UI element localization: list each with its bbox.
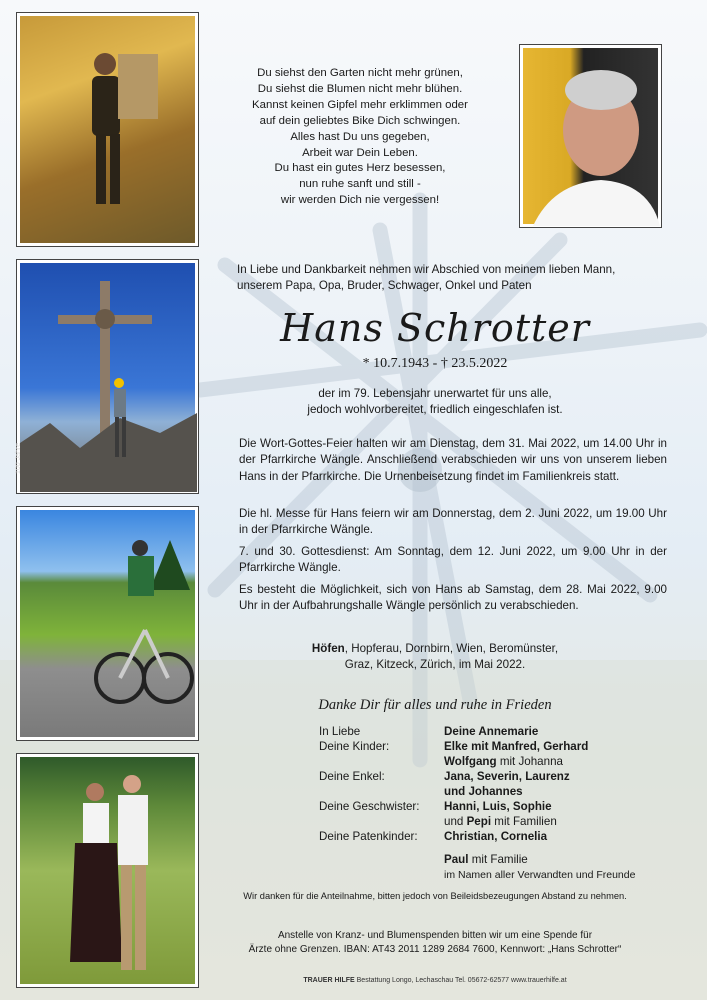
family-relation: In Liebe bbox=[319, 725, 361, 738]
deceased-name: Hans Schrotter bbox=[280, 306, 590, 350]
poem-line: wir werden Dich nie vergessen! bbox=[280, 194, 440, 207]
poem-line: Alles hast Du uns gegeben, bbox=[290, 130, 430, 143]
death-note-line: der im 79. Lebensjahr unerwartet für uns alle, bbox=[318, 387, 552, 400]
paragraph-memorial: 7. und 30. Gottesdienst: Am Sonntag, dem 12. Juni 2022, um 9.00 Uhr in der Pfarrkirche Wängle. bbox=[239, 545, 667, 575]
family-names-rest: mit Familie bbox=[468, 853, 528, 866]
family-row-paul bbox=[319, 852, 679, 884]
thanks-note: Wir danken für die Anteilnahme, bitten jedoch von Beileidsbezeugungen Abstand zu nehmen. bbox=[243, 891, 627, 901]
poem-line: Kannst keinen Gipfel mehr erklimmen oder bbox=[252, 98, 468, 111]
poem-line: auf dein geliebtes Bike Dich schwingen. bbox=[259, 114, 461, 127]
family-relation: Deine Patenkinder: bbox=[319, 830, 418, 843]
donation-line: Anstelle von Kranz- und Blumenspenden bitten wir um eine Spende für bbox=[277, 930, 593, 941]
family-row bbox=[319, 829, 679, 844]
donation-line: Ärzte ohne Grenzen. IBAN: AT43 2011 1289 2684 7600, Kennwort: „Hans Schrotter“ bbox=[248, 944, 622, 955]
poem-line: Du siehst die Blumen nicht mehr blühen. bbox=[257, 82, 463, 95]
photo-couple bbox=[16, 753, 199, 988]
family-names: Christian, Cornelia bbox=[444, 830, 548, 843]
poem-line: nun ruhe sanft und still - bbox=[299, 178, 421, 191]
family-names-rest: mit Johanna bbox=[496, 755, 563, 768]
family-row bbox=[319, 739, 679, 769]
places-list bbox=[200, 641, 670, 673]
intro-line: In Liebe und Dankbarkeit nehmen wir Abschied von meinem lieben Mann, bbox=[237, 263, 616, 276]
family-names-pre: und bbox=[444, 815, 467, 828]
footer bbox=[200, 977, 670, 984]
family-row bbox=[319, 724, 679, 739]
paragraph-viewing: Es besteht die Möglichkeit, sich von Hans ab Samstag, dem 28. Mai 2022, 9.00 Uhr in der Aufbahrungshalle Wängle persönlich zu verabschieden. bbox=[239, 583, 667, 613]
places-line2: Graz, Kitzeck, Zürich, im Mai 2022. bbox=[344, 658, 526, 671]
death-note-line: jedoch wohlvorbereitet, friedlich eingeschlafen ist. bbox=[307, 403, 563, 416]
life-dates: * 10.7.1943 - † 23.5.2022 bbox=[362, 356, 508, 371]
family-names: Pepi bbox=[466, 815, 492, 828]
family-names: Paul bbox=[444, 853, 469, 866]
family-relation: Deine Enkel: bbox=[319, 770, 385, 783]
poem-line: Du hast ein gutes Herz besessen, bbox=[274, 162, 446, 175]
poem bbox=[220, 66, 500, 209]
footer-text: Bestattung Longo, Lechaschau Tel. 05672-62577 www.trauerhilfe.at bbox=[354, 977, 567, 984]
photo-summit-cross bbox=[16, 259, 199, 494]
intro-text bbox=[237, 262, 677, 294]
family-relation: Deine Geschwister: bbox=[319, 800, 420, 813]
death-note bbox=[200, 386, 670, 418]
paragraph-service: Die Wort-Gottes-Feier halten wir am Dienstag, dem 31. Mai 2022, um 14.00 Uhr in der Pfarrkirche Wängle. Anschließend verabschieden wir uns von unserem lieben Hans in der Pfarrkirche. Die Urnenbeisetzung findet im Familienkreis statt. bbox=[239, 437, 667, 483]
poem-line: Arbeit war Dein Leben. bbox=[302, 146, 418, 159]
family-relation: Deine Kinder: bbox=[319, 740, 390, 753]
paragraph-mass: Die hl. Messe für Hans feiern wir am Donnerstag, dem 2. Juni 2022, um 19.00 Uhr in der Pfarrkirche Wängle. bbox=[239, 507, 667, 537]
photo-vineyard-harvest bbox=[16, 12, 199, 247]
photo-caption: 100 Jahre bbox=[15, 442, 22, 474]
farewell-line: Danke Dir für alles und ruhe in Frieden bbox=[318, 697, 552, 713]
photo-mountain-bike bbox=[16, 506, 199, 741]
family-row bbox=[319, 769, 679, 799]
intro-line: unserem Papa, Opa, Bruder, Schwager, Onkel und Paten bbox=[237, 279, 532, 292]
family-names: und Johannes bbox=[444, 785, 523, 798]
family-names: Hanni, Luis, Sophie bbox=[444, 800, 552, 813]
poem-line: Du siehst den Garten nicht mehr grünen, bbox=[257, 67, 463, 79]
footer-brand: TRAUER HILFE bbox=[303, 977, 355, 984]
family-names: Jana, Severin, Laurenz bbox=[444, 770, 570, 783]
family-names: Wolfgang bbox=[444, 755, 497, 768]
portrait-photo bbox=[519, 44, 662, 228]
family-names: Elke mit Manfred, Gerhard bbox=[444, 740, 589, 753]
donation-note bbox=[200, 929, 670, 957]
places-first: Höfen bbox=[311, 642, 345, 655]
family-names-rest: mit Familien bbox=[491, 815, 557, 828]
family-row bbox=[319, 799, 679, 829]
family-subline: im Namen aller Verwandten und Freunde bbox=[444, 869, 636, 881]
places-rest: , Hopferau, Dornbirn, Wien, Beromünster, bbox=[344, 642, 559, 655]
family-names: Deine Annemarie bbox=[444, 725, 539, 738]
